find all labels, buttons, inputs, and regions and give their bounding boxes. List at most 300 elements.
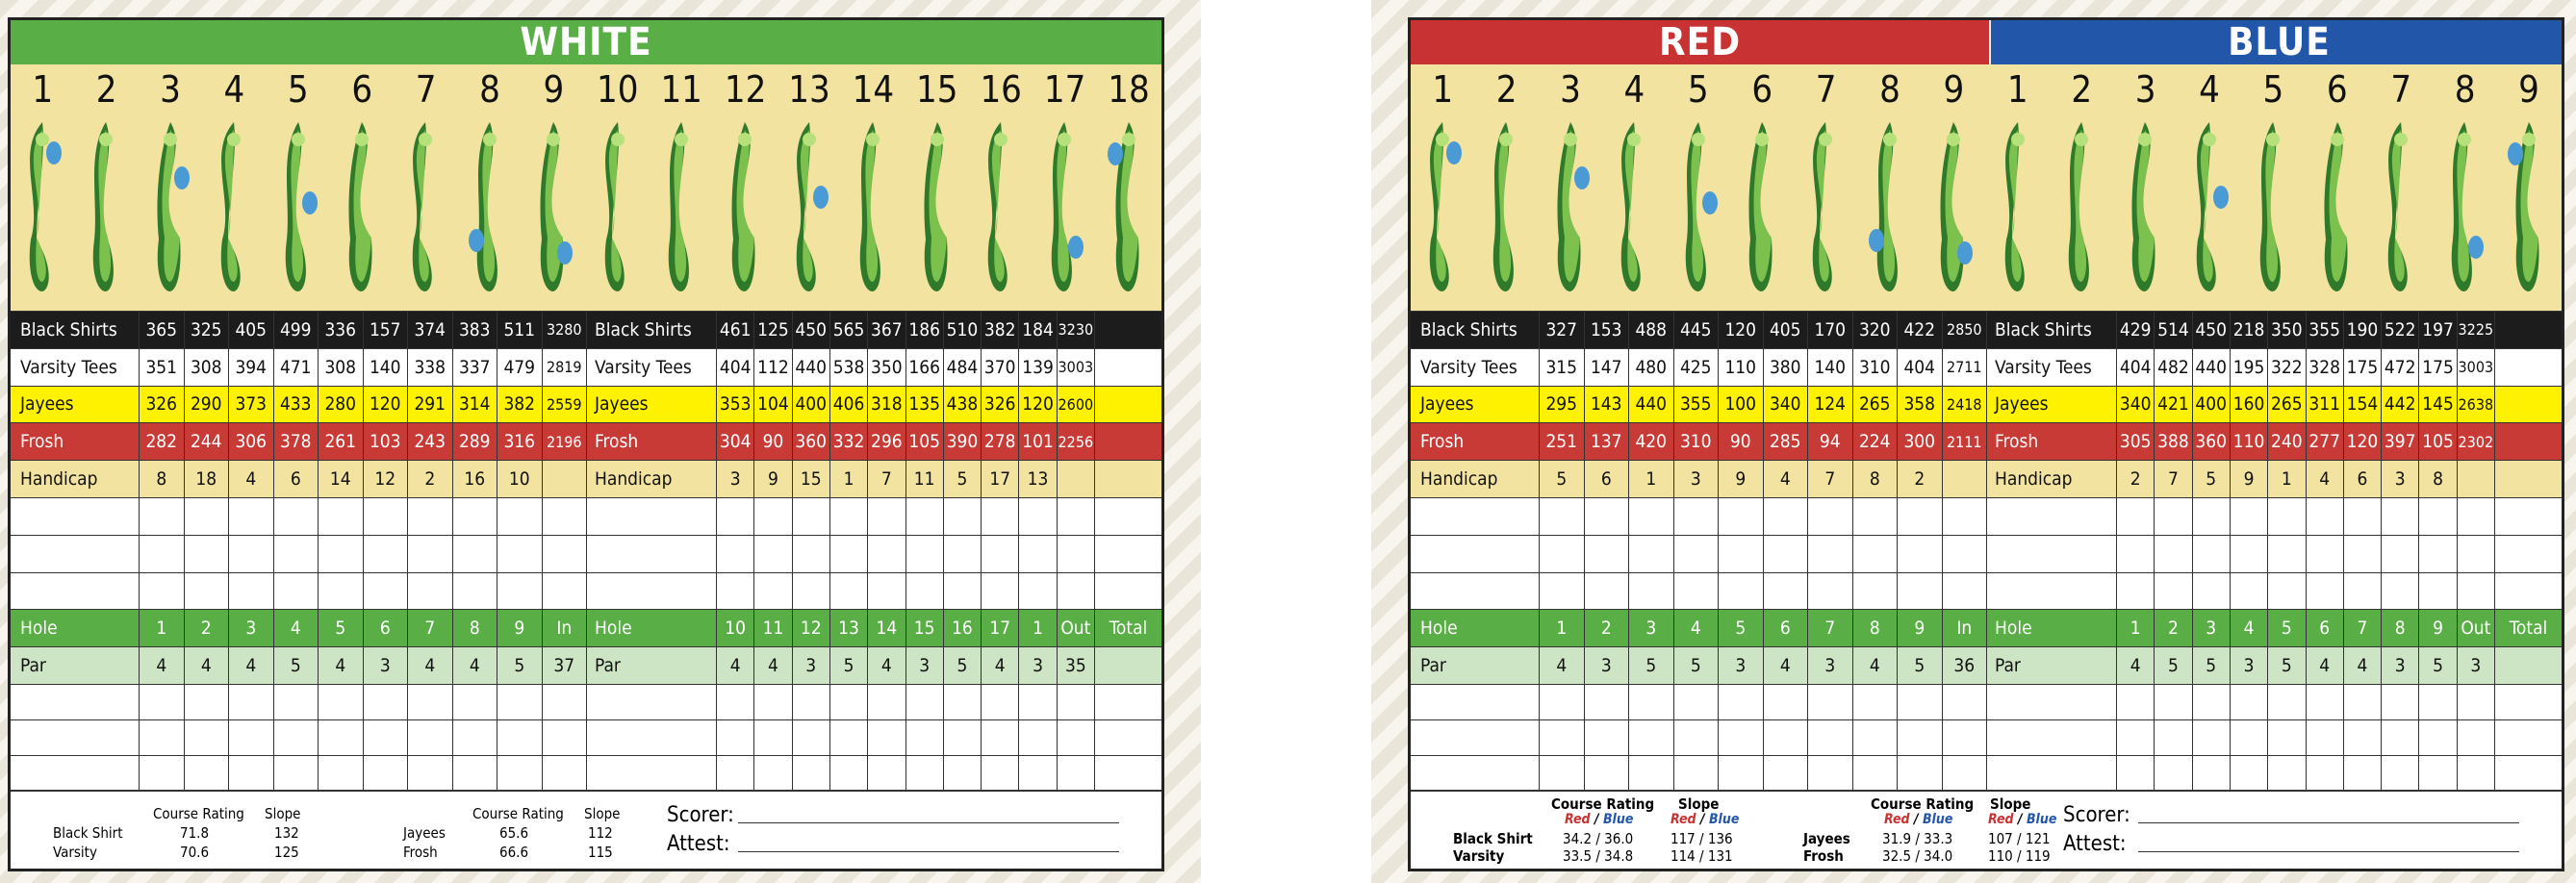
score-entry-cell[interactable] (228, 536, 273, 572)
score-entry-cell[interactable] (1763, 685, 1808, 719)
yardage-cell: 3 (716, 461, 753, 497)
scorer-line[interactable] (2138, 822, 2519, 823)
score-entry-cell[interactable] (792, 756, 829, 791)
score-entry-cell[interactable] (363, 498, 408, 535)
hole-number: 14 (852, 68, 895, 111)
score-entry-cell[interactable] (1539, 720, 1584, 755)
score-entry-cell[interactable] (1718, 498, 1763, 535)
score-entry-cell[interactable] (2230, 720, 2267, 755)
score-entry-cell[interactable] (1763, 536, 1808, 572)
score-entry-cell[interactable] (1057, 498, 1094, 535)
score-entry-cell[interactable] (905, 536, 943, 572)
score-entry-cell[interactable] (2267, 685, 2305, 719)
score-entry-cell[interactable] (1057, 756, 1094, 791)
score-entry-cell[interactable] (542, 720, 587, 755)
score-entry-cell[interactable] (1057, 720, 1094, 755)
score-entry-cell[interactable] (2192, 573, 2230, 610)
score-entry-cell[interactable] (2192, 756, 2230, 791)
score-entry-cell[interactable] (1986, 685, 2116, 719)
score-entry-cell[interactable] (1628, 498, 1673, 535)
score-entry-cell[interactable] (1539, 536, 1584, 572)
score-entry-cell[interactable] (228, 573, 273, 610)
score-entry-cell[interactable] (716, 720, 753, 755)
score-entry-cell[interactable] (1411, 536, 1539, 572)
score-entry-cell[interactable] (1094, 756, 1161, 791)
score-entry-cell[interactable] (2306, 720, 2343, 755)
score-entry-cell[interactable] (1018, 498, 1056, 535)
score-entry-cell[interactable] (2154, 685, 2191, 719)
score-entry-cell[interactable] (2457, 685, 2494, 719)
score-entry-cell[interactable] (2154, 573, 2191, 610)
score-entry-cell[interactable] (2457, 573, 2494, 610)
score-entry-cell[interactable] (1018, 756, 1056, 791)
score-entry-cell[interactable] (2267, 573, 2305, 610)
score-entry-cell[interactable] (1897, 498, 1942, 535)
score-entry-cell[interactable] (273, 573, 319, 610)
hole-header-cell: 5 (318, 610, 363, 646)
score-entry-cell[interactable] (1673, 756, 1719, 791)
score-entry-cell[interactable] (1897, 756, 1942, 791)
score-entry-cell[interactable] (586, 685, 716, 719)
score-entry-cell[interactable] (753, 756, 791, 791)
score-entry-cell[interactable] (1852, 573, 1898, 610)
score-entry-cell[interactable] (1942, 720, 1987, 755)
score-entry-cell[interactable] (407, 536, 452, 572)
yardage-cell: 110 (1718, 349, 1763, 386)
score-entry-cell[interactable] (2494, 756, 2562, 791)
score-entry-cell[interactable] (716, 756, 753, 791)
score-entry-cell[interactable] (139, 720, 184, 755)
hole-layout-icon (591, 114, 645, 297)
yardage-cell: 514 (2154, 312, 2191, 348)
score-entry-cell[interactable] (1942, 498, 1987, 535)
score-entry-cell[interactable] (2154, 536, 2191, 572)
score-entry-cell[interactable] (1942, 536, 1987, 572)
hole-header-cell: 2 (1584, 610, 1629, 646)
score-entry-cell[interactable] (11, 720, 139, 755)
score-entry-cell[interactable] (1718, 536, 1763, 572)
score-entry-cell[interactable] (981, 498, 1018, 535)
score-entry-cell[interactable] (2154, 498, 2191, 535)
score-entry-cell[interactable] (1539, 498, 1584, 535)
score-entry-cell[interactable] (139, 573, 184, 610)
score-entry-cell[interactable] (2116, 573, 2154, 610)
score-entry-cell[interactable] (867, 685, 905, 719)
score-entry-cell[interactable] (981, 685, 1018, 719)
yardage-cell: 261 (318, 423, 363, 460)
score-entry-cell[interactable] (829, 756, 867, 791)
score-entry-cell[interactable] (905, 720, 943, 755)
score-entry-cell[interactable] (1018, 573, 1056, 610)
score-entry-cell[interactable] (716, 685, 753, 719)
score-entry-cell[interactable] (905, 573, 943, 610)
score-entry-cell[interactable] (2494, 720, 2562, 755)
score-entry-cell[interactable] (753, 573, 791, 610)
score-entry-cell[interactable] (1763, 720, 1808, 755)
score-entry-cell[interactable] (792, 720, 829, 755)
score-entry-cell[interactable] (1986, 573, 2116, 610)
score-entry-cell[interactable] (1094, 720, 1161, 755)
score-entry-cell[interactable] (452, 756, 497, 791)
hole-number: 9 (2518, 68, 2539, 111)
score-entry-cell[interactable] (1897, 720, 1942, 755)
score-entry-cell[interactable] (1094, 685, 1161, 719)
score-entry-cell[interactable] (2457, 498, 2494, 535)
score-entry-cell[interactable] (2230, 498, 2267, 535)
score-entry-cell[interactable] (11, 756, 139, 791)
score-entry-cell[interactable] (716, 498, 753, 535)
score-entry-cell[interactable] (2306, 536, 2343, 572)
score-entry-cell[interactable] (716, 573, 753, 610)
score-entry-cell[interactable] (139, 685, 184, 719)
score-entry-cell[interactable] (1807, 720, 1852, 755)
score-entry-cell[interactable] (2116, 720, 2154, 755)
score-entry-cell[interactable] (867, 756, 905, 791)
score-entry-cell[interactable] (2494, 573, 2562, 610)
score-entry-cell[interactable] (11, 685, 139, 719)
score-entry-cell[interactable] (792, 498, 829, 535)
score-entry-cell[interactable] (1718, 756, 1763, 791)
score-entry-cell[interactable] (1057, 536, 1094, 572)
score-entry-cell[interactable] (1584, 756, 1629, 791)
score-entry-cell[interactable] (792, 536, 829, 572)
score-entry-cell[interactable] (2192, 720, 2230, 755)
score-entry-cell[interactable] (184, 573, 229, 610)
score-entry-cell[interactable] (273, 536, 319, 572)
score-entry-cell[interactable] (1584, 720, 1629, 755)
score-entry-cell[interactable] (586, 536, 716, 572)
score-entry-cell[interactable] (363, 573, 408, 610)
score-entry-cell[interactable] (2306, 756, 2343, 791)
score-entry-cell[interactable] (1673, 573, 1719, 610)
score-entry-cell[interactable] (753, 536, 791, 572)
score-entry-cell[interactable] (1807, 573, 1852, 610)
score-entry-cell[interactable] (981, 536, 1018, 572)
score-entry-cell[interactable] (2381, 720, 2418, 755)
score-entry-cell[interactable] (1628, 720, 1673, 755)
score-entry-cell[interactable] (1986, 756, 2116, 791)
score-entry-cell[interactable] (943, 498, 981, 535)
score-entry-cell[interactable] (1584, 685, 1629, 719)
score-entry-cell[interactable] (139, 536, 184, 572)
score-entry-cell[interactable] (586, 720, 716, 755)
score-entry-cell[interactable] (1986, 498, 2116, 535)
score-entry-cell[interactable] (1986, 536, 2116, 572)
score-entry-cell[interactable] (2381, 498, 2418, 535)
score-entry-cell[interactable] (943, 573, 981, 610)
score-entry-cell[interactable] (1763, 573, 1808, 610)
score-entry-cell[interactable] (1539, 573, 1584, 610)
score-entry-cell[interactable] (1852, 536, 1898, 572)
score-entry-cell[interactable] (2418, 498, 2456, 535)
score-entry-cell[interactable] (452, 573, 497, 610)
score-entry-cell[interactable] (542, 685, 587, 719)
score-entry-cell[interactable] (1411, 573, 1539, 610)
score-entry-cell[interactable] (829, 536, 867, 572)
score-entry-cell[interactable] (2267, 720, 2305, 755)
score-entry-cell[interactable] (228, 685, 273, 719)
score-entry-cell[interactable] (407, 756, 452, 791)
score-entry-cell[interactable] (407, 720, 452, 755)
score-entry-cell[interactable] (2306, 498, 2343, 535)
score-entry-cell[interactable] (1411, 756, 1539, 791)
score-entry-cell[interactable] (2418, 536, 2456, 572)
score-entry-cell[interactable] (2267, 756, 2305, 791)
score-entry-cell[interactable] (586, 573, 716, 610)
score-entry-cell[interactable] (2267, 498, 2305, 535)
score-entry-cell[interactable] (1628, 573, 1673, 610)
yardage-cell: 154 (2343, 387, 2381, 423)
score-entry-cell[interactable] (2343, 498, 2381, 535)
score-entry-cell[interactable] (273, 685, 319, 719)
score-entry-cell[interactable] (2192, 536, 2230, 572)
slope-header: Slope (265, 805, 301, 822)
score-entry-cell[interactable] (829, 573, 867, 610)
score-entry-cell[interactable] (1673, 720, 1719, 755)
score-entry-cell[interactable] (753, 720, 791, 755)
score-entry-cell[interactable] (905, 685, 943, 719)
score-entry-cell[interactable] (273, 498, 319, 535)
attest-line[interactable] (738, 851, 1119, 852)
score-entry-cell[interactable] (2343, 685, 2381, 719)
score-entry-cell[interactable] (1852, 756, 1898, 791)
score-entry-cell[interactable] (407, 573, 452, 610)
score-entry-cell[interactable] (542, 536, 587, 572)
score-entry-cell[interactable] (497, 685, 542, 719)
score-entry-cell[interactable] (1807, 756, 1852, 791)
score-entry-cell[interactable] (497, 498, 542, 535)
score-entry-cell[interactable] (228, 498, 273, 535)
score-entry-cell[interactable] (1852, 498, 1898, 535)
score-entry-cell[interactable] (497, 720, 542, 755)
score-entry-cell[interactable] (586, 498, 716, 535)
score-entry-cell[interactable] (273, 756, 319, 791)
score-entry-cell[interactable] (1539, 756, 1584, 791)
score-entry-cell[interactable] (2457, 536, 2494, 572)
tee-row-label: Jayees (20, 393, 74, 416)
score-entry-cell[interactable] (318, 720, 363, 755)
score-entry-cell[interactable] (2116, 756, 2154, 791)
score-entry-cell[interactable] (1584, 536, 1629, 572)
score-entry-cell[interactable] (1584, 498, 1629, 535)
score-entry-cell[interactable] (2306, 573, 2343, 610)
score-entry-cell[interactable] (905, 498, 943, 535)
score-entry-cell[interactable] (2192, 685, 2230, 719)
score-entry-cell[interactable] (1628, 536, 1673, 572)
score-entry-cell[interactable] (2381, 756, 2418, 791)
score-entry-cell[interactable] (1986, 720, 2116, 755)
score-entry-cell[interactable] (1094, 536, 1161, 572)
score-entry-cell[interactable] (2230, 536, 2267, 572)
score-entry-cell[interactable] (407, 498, 452, 535)
score-entry-cell[interactable] (1018, 720, 1056, 755)
score-entry-cell[interactable] (981, 756, 1018, 791)
score-entry-cell[interactable] (2418, 756, 2456, 791)
score-entry-cell[interactable] (867, 536, 905, 572)
score-entry-cell[interactable] (542, 756, 587, 791)
score-entry-cell[interactable] (497, 536, 542, 572)
score-entry-cell[interactable] (363, 685, 408, 719)
score-entry-cell[interactable] (943, 536, 981, 572)
score-entry-cell[interactable] (1718, 685, 1763, 719)
score-entry-cell[interactable] (1094, 573, 1161, 610)
score-entry-cell[interactable] (1018, 685, 1056, 719)
score-entry-cell[interactable] (2230, 756, 2267, 791)
score-entry-cell[interactable] (139, 498, 184, 535)
score-entry-cell[interactable] (184, 756, 229, 791)
score-entry-cell[interactable] (943, 756, 981, 791)
score-entry-cell[interactable] (792, 573, 829, 610)
score-entry-cell[interactable] (1411, 685, 1539, 719)
score-entry-cell[interactable] (943, 720, 981, 755)
score-entry-cell[interactable] (11, 498, 139, 535)
score-entry-cell[interactable] (228, 720, 273, 755)
scorer-line[interactable] (738, 822, 1119, 823)
score-entry-cell[interactable] (2418, 573, 2456, 610)
score-entry-cell[interactable] (139, 756, 184, 791)
score-entry-cell[interactable] (1673, 536, 1719, 572)
yardage-cell: 2711 (1942, 349, 1987, 386)
score-entry-cell[interactable] (1807, 498, 1852, 535)
score-entry-cell[interactable] (1897, 685, 1942, 719)
score-entry-cell[interactable] (1942, 685, 1987, 719)
score-entry-cell[interactable] (363, 536, 408, 572)
score-entry-cell[interactable] (2494, 685, 2562, 719)
score-entry-cell[interactable] (1942, 756, 1987, 791)
score-entry-cell[interactable] (1673, 685, 1719, 719)
score-entry-cell[interactable] (1807, 685, 1852, 719)
score-entry-cell[interactable] (829, 685, 867, 719)
score-entry-cell[interactable] (407, 685, 452, 719)
score-entry-cell[interactable] (867, 498, 905, 535)
score-entry-cell[interactable] (363, 720, 408, 755)
score-entry-cell[interactable] (1807, 536, 1852, 572)
score-entry-cell[interactable] (2494, 536, 2562, 572)
score-entry-cell[interactable] (981, 573, 1018, 610)
score-entry-cell[interactable] (318, 685, 363, 719)
score-entry-cell[interactable] (228, 756, 273, 791)
score-entry-cell[interactable] (542, 498, 587, 535)
score-entry-cell[interactable] (2381, 573, 2418, 610)
score-entry-cell[interactable] (2343, 756, 2381, 791)
score-entry-cell[interactable] (943, 685, 981, 719)
score-entry-cell[interactable] (867, 573, 905, 610)
attest-line[interactable] (2138, 851, 2519, 852)
score-entry-cell[interactable] (2494, 498, 2562, 535)
score-entry-cell[interactable] (273, 720, 319, 755)
score-entry-cell[interactable] (11, 536, 139, 572)
score-entry-cell[interactable] (1718, 720, 1763, 755)
score-entry-cell[interactable] (2230, 685, 2267, 719)
score-entry-cell[interactable] (1852, 720, 1898, 755)
score-entry-cell[interactable] (184, 720, 229, 755)
score-entry-cell[interactable] (1897, 573, 1942, 610)
yardage-cell: 7 (2154, 461, 2191, 497)
score-entry-cell[interactable] (716, 536, 753, 572)
score-entry-cell[interactable] (1897, 536, 1942, 572)
score-entry-cell[interactable] (2116, 498, 2154, 535)
score-entry-cell[interactable] (2192, 498, 2230, 535)
score-entry-cell[interactable] (1584, 573, 1629, 610)
score-entry-cell[interactable] (1539, 685, 1584, 719)
score-entry-cell[interactable] (2381, 536, 2418, 572)
score-entry-cell[interactable] (1411, 498, 1539, 535)
score-entry-cell[interactable] (1852, 685, 1898, 719)
score-entry-cell[interactable] (497, 573, 542, 610)
hole-header-cell: 2 (184, 610, 229, 646)
score-entry-cell[interactable] (542, 573, 587, 610)
score-entry-cell[interactable] (2418, 685, 2456, 719)
score-entry-cell[interactable] (1763, 498, 1808, 535)
score-entry-cell[interactable] (2154, 756, 2191, 791)
score-entry-cell[interactable] (452, 498, 497, 535)
score-entry-cell[interactable] (981, 720, 1018, 755)
score-entry-cell[interactable] (2343, 536, 2381, 572)
score-entry-cell[interactable] (586, 756, 716, 791)
score-entry-cell[interactable] (2116, 536, 2154, 572)
score-entry-cell[interactable] (184, 685, 229, 719)
score-entry-cell[interactable] (1628, 756, 1673, 791)
score-entry-cell[interactable] (1018, 536, 1056, 572)
score-entry-cell[interactable] (2343, 573, 2381, 610)
score-entry-cell[interactable] (318, 498, 363, 535)
score-entry-cell[interactable] (1718, 573, 1763, 610)
score-entry-cell[interactable] (318, 756, 363, 791)
score-entry-cell[interactable] (497, 756, 542, 791)
score-entry-cell[interactable] (2154, 720, 2191, 755)
score-entry-cell[interactable] (2116, 685, 2154, 719)
score-entry-cell[interactable] (1057, 685, 1094, 719)
score-entry-cell[interactable] (318, 536, 363, 572)
score-entry-cell[interactable] (905, 756, 943, 791)
score-entry-cell[interactable] (1763, 756, 1808, 791)
score-entry-cell[interactable] (1411, 720, 1539, 755)
score-entry-cell[interactable] (2306, 685, 2343, 719)
score-entry-cell[interactable] (792, 685, 829, 719)
score-entry-cell[interactable] (2457, 720, 2494, 755)
score-entry-cell[interactable] (318, 573, 363, 610)
red-label: Red (1671, 812, 1696, 827)
score-entry-cell[interactable] (829, 720, 867, 755)
score-entry-cell[interactable] (2230, 573, 2267, 610)
score-entry-cell[interactable] (829, 498, 867, 535)
score-entry-cell[interactable] (753, 498, 791, 535)
total-header-cell: Total (2494, 610, 2562, 646)
score-entry-cell[interactable] (184, 536, 229, 572)
score-entry-cell[interactable] (2343, 720, 2381, 755)
score-entry-cell[interactable] (363, 756, 408, 791)
score-entry-cell[interactable] (1094, 498, 1161, 535)
score-entry-cell[interactable] (1628, 685, 1673, 719)
score-entry-cell[interactable] (1942, 573, 1987, 610)
score-entry-cell[interactable] (2457, 756, 2494, 791)
score-entry-cell[interactable] (2381, 685, 2418, 719)
hole-layout-icon (1102, 114, 1156, 297)
score-entry-cell[interactable] (452, 685, 497, 719)
score-entry-cell[interactable] (452, 720, 497, 755)
hole-number: 15 (916, 68, 958, 111)
score-entry-cell[interactable] (867, 720, 905, 755)
score-entry-cell[interactable] (1673, 498, 1719, 535)
score-entry-cell[interactable] (2267, 536, 2305, 572)
hole-number: 1 (1432, 68, 1454, 111)
score-entry-cell[interactable] (1057, 573, 1094, 610)
score-entry-cell[interactable] (11, 573, 139, 610)
score-entry-cell[interactable] (184, 498, 229, 535)
score-entry-cell[interactable] (753, 685, 791, 719)
score-entry-cell[interactable] (2418, 720, 2456, 755)
score-entry-cell[interactable] (452, 536, 497, 572)
